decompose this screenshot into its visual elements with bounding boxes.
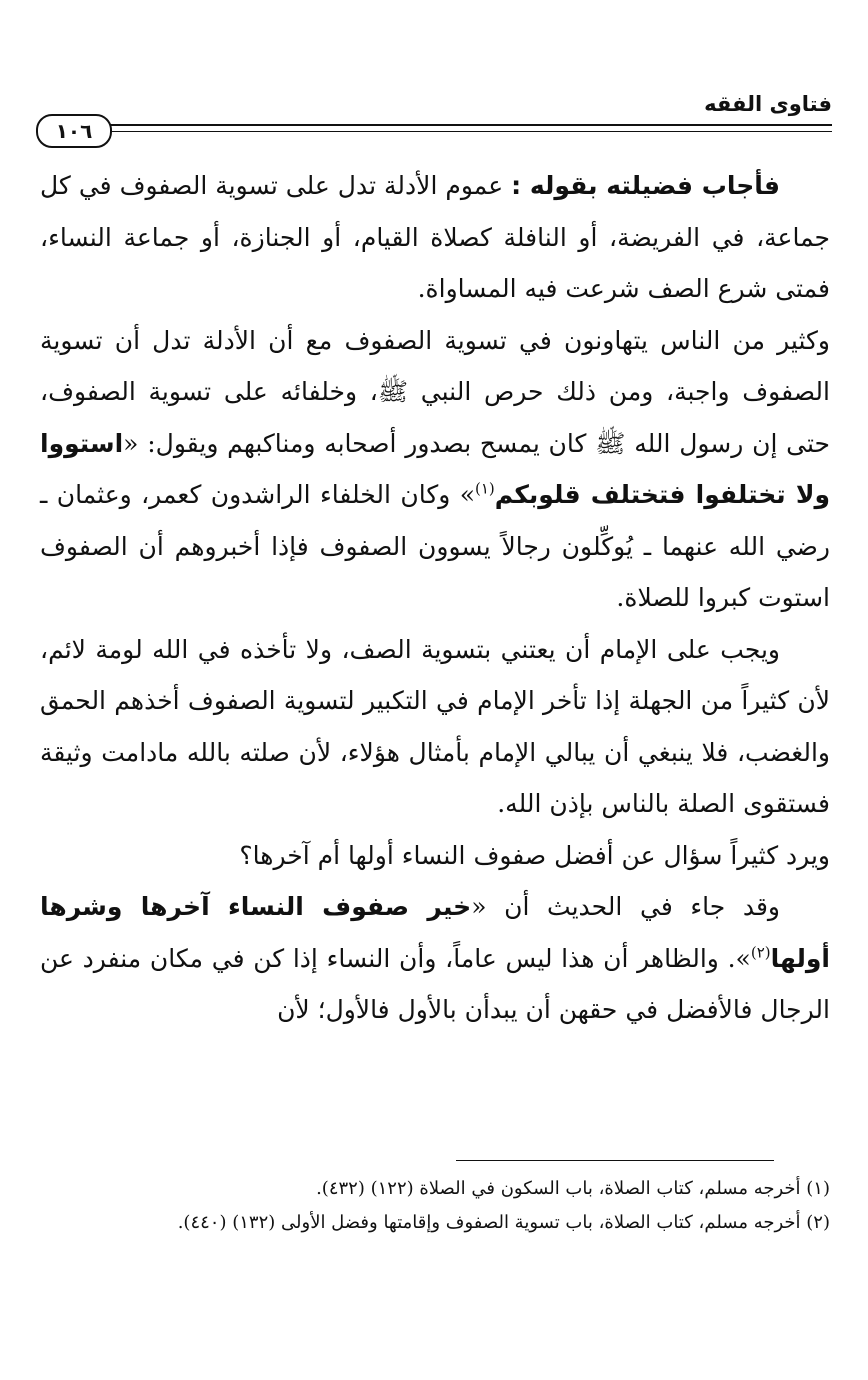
- footnote-2: (٢) أخرجه مسلم، كتاب الصلاة، باب تسوية الصفوف وإقامتها وفضل الأولى (١٣٢) (٤٤٠).: [177, 1212, 830, 1233]
- paragraph-women-rows: [40, 881, 830, 1036]
- footnote-ref-1[interactable]: (١): [475, 479, 495, 498]
- paragraph-negligence: [40, 315, 830, 624]
- footnote-1: (١) أخرجه مسلم، كتاب الصلاة، باب السكون في الصلاة (١٢٢) (٤٣٢).: [316, 1178, 830, 1199]
- main-text: [40, 160, 830, 1036]
- paragraph-imam: [40, 624, 830, 830]
- hadith-quote-1: استووا ولا تختلفوا فتختلف قلوبكم: [40, 428, 831, 509]
- answer-text: عموم الأدلة تدل على تسوية الصفوف في كل جماعة، في الفريضة، أو النافلة كصلاة القيام، أو الجنازة، أو جماعة النساء، فمتى شرع الصف شرعت فيه المساواة.: [40, 171, 830, 303]
- running-title: فتاوى الفقه: [704, 92, 832, 116]
- paragraph-question: [40, 830, 830, 882]
- page-number: ١٠٦: [36, 114, 112, 148]
- paragraph-answer: [40, 160, 830, 315]
- answer-lead: فأجاب فضيلته بقوله :: [511, 171, 780, 200]
- header-rule: [110, 124, 832, 132]
- footnotes: [40, 1172, 830, 1240]
- page-header: [36, 92, 832, 152]
- women-rows-text-b: ». والظاهر أن هذا ليس عاماً، وأن النساء إذا كن في مكان منفرد عن الرجال فالأفضل في حقهن أن يبدأن بالأول فالأول؛ لأن: [40, 943, 830, 1024]
- hadith-quote-2: خير صفوف النساء آخرها وشرها أولها: [40, 892, 830, 973]
- imam-text: ويجب على الإمام أن يعتني بتسوية الصف، ولا تأخذه في الله لومة لائم، لأن كثيراً من الجهلة إذا تأخر الإمام في التكبير لتسوية الصفوف أخذهم الحمق والغضب، فلا ينبغي أن يبالي الإمام بأمثال هؤلاء، لأن صلته بالله مادامت وثيقة فستقوى الصلة بالناس بإذن الله.: [40, 634, 830, 818]
- question-text: ويرد كثيراً سؤال عن أفضل صفوف النساء أولها أم آخرها؟: [239, 840, 830, 870]
- negligence-text-b: » وكان الخلفاء الراشدون كعمر، وعثمان ـ رضي الله عنهما ـ يُوكِّلون رجالاً يسوون الصفوف فإذا أخبروهم أن الصفوف استوت كبروا للصلاة.: [40, 480, 830, 612]
- women-rows-text-a: وقد جاء في الحديث أن «: [471, 892, 780, 921]
- footnote-rule: [456, 1160, 774, 1161]
- footnote-ref-2[interactable]: (٢): [750, 943, 771, 962]
- negligence-text-a: وكثير من الناس يتهاونون في تسوية الصفوف مع أن الأدلة تدل أن تسوية الصفوف واجبة، ومن ذلك حرص النبي ﷺ، وخلفائه على تسوية الصفوف، حتى إن رسول الله ﷺ كان يمسح بصدور أصحابه ومناكبهم ويقول: «: [40, 325, 830, 458]
